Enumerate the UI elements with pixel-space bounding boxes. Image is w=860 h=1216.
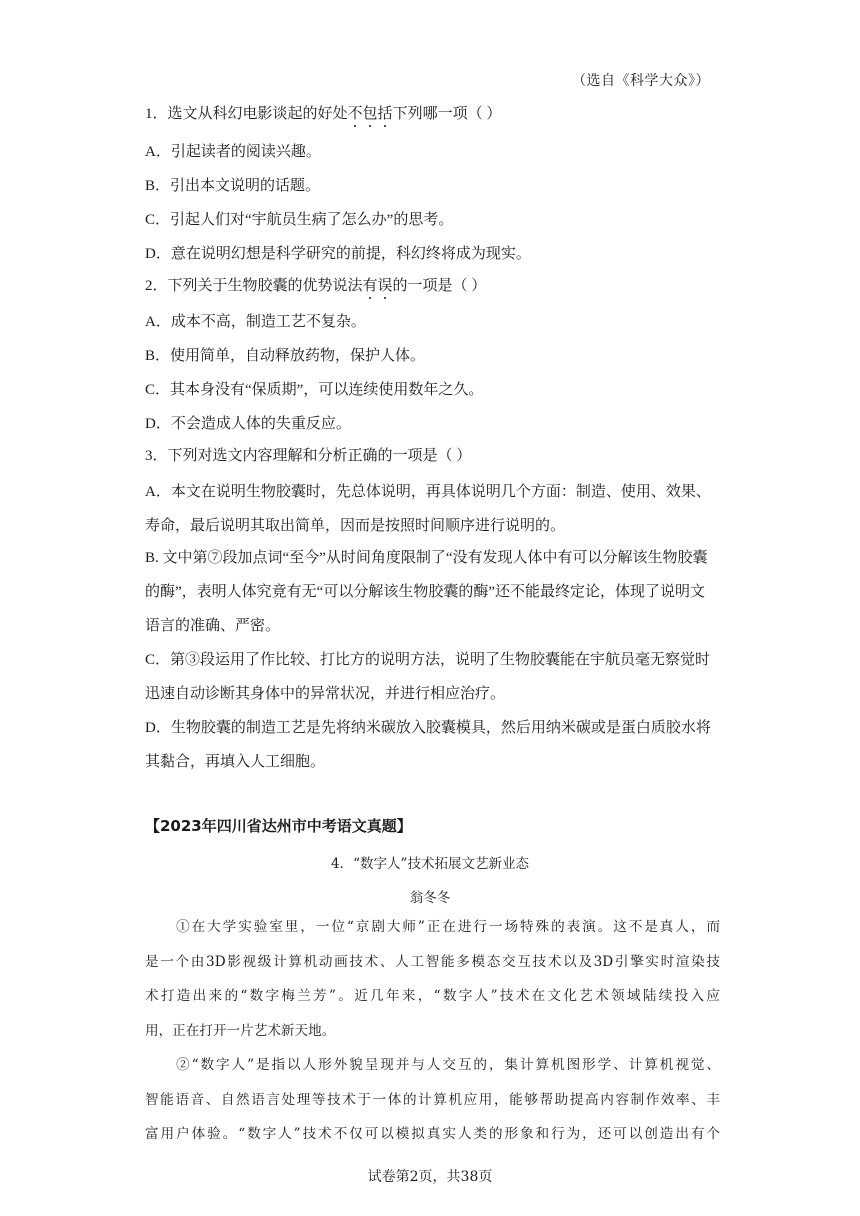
question-2-option-d: D．不会造成人体的失重反应。 — [145, 416, 351, 432]
paragraph-line: 智能语音、自然语言处理等技术于一体的计算机应用，能够帮助提高内容制作效率、丰 — [145, 1091, 720, 1108]
page-footer: 试卷第2页，共38页 — [367, 1169, 493, 1185]
question-2-stem-prefix: 2．下列关于生物胶囊的优势说法 — [145, 278, 363, 294]
question-3-line: B. 文中第⑦段加点词“至今”从时间角度限制了“没有发现人体中有可以分解该生物胶囊 — [145, 550, 708, 566]
emphasis-char: 误 — [378, 274, 393, 295]
question-3-line: 语言的准确、严密。 — [145, 618, 281, 634]
paragraph-line: ①在大学实验室里，一位“京剧大师”正在进行一场特殊的表演。这不是真人，而 — [145, 919, 720, 935]
question-3-line: 其黏合，再填入人工细胞。 — [145, 754, 326, 770]
question-2-option-c: C．其本身没有“保质期”，可以连续使用数年之久。 — [145, 382, 484, 398]
question-1-emphasis — [348, 106, 393, 122]
source-citation: （选自《科学大众》） — [572, 73, 710, 89]
question-3-line: D．生物胶囊的制造工艺是先将纳米碳放入胶囊模具，然后用纳米碳或是蛋白质胶水将 — [145, 720, 711, 736]
question-1-option-b: B．引出本文说明的话题。 — [145, 178, 321, 194]
emphasis-char: 有 — [363, 274, 378, 295]
paragraph-line: 术打造出来的“数字梅兰芳”。近几年来，“数字人”技术在文化艺术领域陆续投入应 — [145, 988, 720, 1004]
question-3-stem: 3．下列对选文内容理解和分析正确的一项是（ ） — [145, 448, 472, 464]
paragraph-line: ②“数字人”是指以人形外貌呈现并与人交互的，集计算机图形学、计算机视觉、 — [145, 1057, 720, 1073]
question-1-option-d: D．意在说明幻想是科学研究的前提，科幻终将成为现实。 — [145, 246, 531, 262]
question-3-line: 寿命，最后说明其取出简单，因而是按照时间顺序进行说明的。 — [145, 518, 566, 534]
emphasis-char: 包 — [363, 102, 378, 123]
question-1-option-c: C．引起人们对“宇航员生病了怎么办”的思考。 — [145, 212, 454, 228]
question-1-stem-prefix: 1．选文从科幻电影谈起的好处 — [145, 106, 348, 122]
question-1-stem — [145, 102, 720, 123]
question-2-option-a: A．成本不高，制造工艺不复杂。 — [145, 314, 366, 330]
article-paragraph-2 — [145, 1048, 720, 1152]
emphasis-char: 括 — [378, 102, 393, 123]
paragraph-line: 富用户体验。“数字人”技术不仅可以模拟真实人类的形象和行为，还可以创造出有个 — [145, 1126, 720, 1142]
article-title: 4．“数字人”技术拓展文艺新业态 — [331, 856, 529, 872]
question-2-stem — [145, 274, 720, 295]
question-3-line: A．本文在说明生物胶囊时，先总体说明，再具体说明几个方面：制造、使用、效果、 — [145, 484, 711, 500]
question-3-line: C．第③段运用了作比较、打比方的说明方法，说明了生物胶囊能在宇航员毫无察觉时 — [145, 652, 711, 668]
article-paragraph-1 — [145, 910, 720, 1048]
question-2-stem-suffix: 的一项是（ ） — [392, 278, 487, 294]
section-title: 【2023年四川省达州市中考语文真题】 — [145, 817, 412, 835]
paragraph-line: 是一个由3D影视级计算机动画技术、人工智能多模态交互技术以及3D引擎实时渲染技 — [145, 953, 720, 970]
question-1-option-a: A．引起读者的阅读兴趣。 — [145, 144, 321, 160]
paragraph-line: 用，正在打开一片艺术新天地。 — [145, 1022, 336, 1039]
emphasis-char: 不 — [348, 102, 363, 123]
question-3-line: 迅速自动诊断其身体中的异常状况，并进行相应治疗。 — [145, 686, 506, 702]
question-1-stem-suffix: 下列哪一项（ ） — [392, 106, 502, 122]
article-author: 翁冬冬 — [409, 890, 451, 906]
question-3-line: 的酶”，表明人体究竟有无“可以分解该生物胶囊的酶”还不能最终定论，体现了说明文 — [145, 584, 705, 600]
question-2-option-b: B．使用简单，自动释放药物，保护人体。 — [145, 348, 426, 364]
question-2-emphasis — [363, 278, 393, 294]
